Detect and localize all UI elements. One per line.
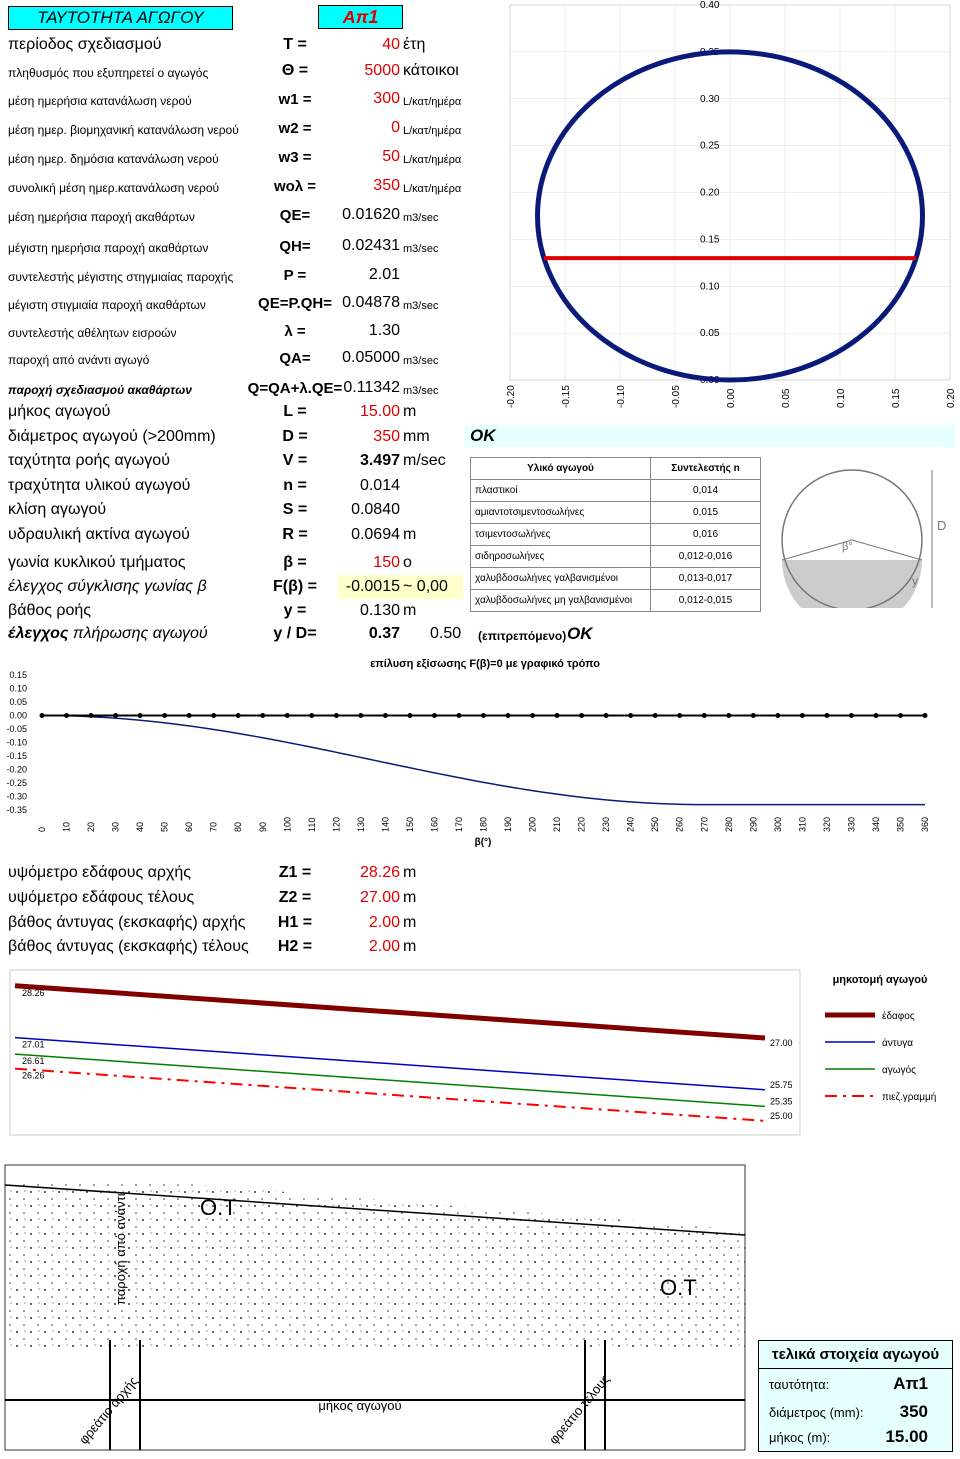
table-header: Υλικό αγωγού	[471, 458, 651, 480]
x-tick: 80	[233, 821, 244, 832]
row-label: συντελεστής μέγιστης στηγμιαίας παροχής	[8, 270, 234, 284]
x-tick: -0.15	[561, 385, 572, 408]
elevation-row	[0, 910, 470, 934]
x-tick: 330	[846, 816, 857, 832]
final-summary	[758, 1340, 953, 1452]
row-label: μέση ημερ. βιομηχανική κατανάλωση νερού	[8, 123, 239, 137]
d-label: D	[937, 518, 947, 533]
zero-dot	[260, 713, 265, 718]
y-tick: 0.10	[9, 683, 27, 694]
input-row	[0, 375, 470, 399]
zero-dot	[40, 713, 45, 718]
x-tick: 160	[429, 816, 440, 832]
y-tick: -0.20	[6, 764, 27, 775]
row-symbol: L =	[283, 403, 307, 420]
y-tick: 0.05	[700, 328, 720, 340]
y-tick: 0.25	[700, 140, 720, 152]
row-symbol: Z1 =	[278, 864, 312, 881]
fb-ticks	[6, 670, 930, 832]
y-tick: -0.35	[6, 805, 27, 815]
length-label: μήκος αγωγού	[318, 1398, 402, 1413]
right-label: 25.00	[770, 1110, 793, 1121]
table-cell: τσιμεντοσωλήνες	[471, 524, 651, 546]
y-tick: 0.20	[700, 187, 720, 199]
zero-dot	[800, 713, 805, 718]
row-unit: m/sec	[403, 452, 446, 469]
row-label: μέγιστη στιγμιαία παροχή ακαθάρτων	[8, 298, 206, 312]
row-symbol: β =	[283, 554, 307, 571]
zero-dot	[824, 713, 829, 718]
row-value: 350	[373, 428, 400, 445]
table-cell: 0,014	[651, 480, 761, 502]
chart-title: επίλυση εξίσωσης F(β)=0 με γραφικό τρόπο	[370, 658, 600, 670]
y-tick: -0.15	[6, 751, 27, 761]
zero-dot	[383, 713, 388, 718]
x-tick: -0.10	[616, 385, 627, 408]
row-symbol: n =	[283, 477, 307, 494]
row-label: μέση ημερήσια παροχή ακαθάρτων	[8, 210, 195, 224]
x-tick: 350	[895, 816, 906, 832]
right-label: 25.35	[770, 1096, 793, 1107]
x-tick: 360	[920, 816, 930, 832]
row-value: -0.0015	[345, 578, 400, 595]
row-symbol: Q=QA+λ.QE=	[247, 380, 343, 397]
zero-dot	[432, 713, 437, 718]
row-value: 0.11342	[343, 379, 400, 396]
hydraulic-row	[0, 522, 470, 546]
zero-dot	[187, 713, 192, 718]
x-tick: 300	[772, 816, 783, 832]
input-row	[0, 202, 470, 226]
y-tick: 0.15	[9, 670, 27, 680]
row-symbol: Τ =	[283, 36, 307, 53]
row-symbol: S =	[282, 501, 308, 518]
fbeta-chart	[0, 655, 960, 855]
row-unit: mm	[403, 428, 430, 445]
ok-status-2: OK	[567, 624, 593, 643]
row-symbol: R =	[282, 526, 308, 543]
hydraulic-row	[0, 424, 470, 448]
row-value: 5000	[364, 62, 400, 79]
y-tick: -0.30	[6, 791, 27, 802]
x-axis-label: β(°)	[474, 837, 492, 848]
final-len-value: 15.00	[885, 1427, 928, 1446]
x-tick: 0	[37, 826, 47, 832]
x-tick: 270	[699, 816, 710, 832]
zero-dot	[64, 713, 69, 718]
row-value: 3.497	[359, 452, 400, 469]
hydraulic-row	[0, 621, 567, 645]
x-tick: 0.15	[891, 388, 902, 408]
row-label: βάθος άντυγας (εκσκαφής) αρχής	[8, 914, 246, 931]
hydraulic-row	[0, 399, 470, 423]
input-row	[0, 290, 470, 314]
profile-chart	[0, 965, 960, 1140]
row-value: 2.00	[368, 938, 400, 955]
zero-dot	[898, 713, 903, 718]
row-symbol: λ =	[284, 323, 306, 340]
row-symbol: y / D=	[273, 625, 317, 642]
x-tick: 320	[821, 816, 832, 832]
final-dia-label: διάμετρος (mm):	[769, 1405, 864, 1420]
x-tick: 230	[601, 816, 612, 832]
left-label: 28.26	[22, 987, 45, 998]
left-label: 27.01	[22, 1039, 45, 1050]
ok-bar	[465, 425, 955, 447]
row-value: 0.05000	[342, 349, 400, 366]
row-label-b: πλήρωσης αγωγού	[72, 625, 208, 642]
row-label: κλίση αγωγού	[8, 501, 107, 518]
y-tick: 0.10	[700, 281, 720, 293]
row-value: 0.0840	[351, 501, 400, 518]
right-label: 25.75	[770, 1079, 793, 1090]
final-len-label: μήκος (m):	[769, 1430, 831, 1445]
row-label: υδραυλική ακτίνα αγωγού	[8, 526, 190, 543]
row-label: μέση ημερήσια κατανάλωση νερού	[8, 94, 192, 108]
row-unit: 0.50	[430, 625, 462, 642]
row-unit: m	[403, 403, 417, 420]
x-tick: 200	[527, 816, 538, 832]
zero-dot	[236, 713, 241, 718]
row-label: ταχύτητα ροής αγωγού	[8, 452, 170, 469]
right-label: 27.00	[770, 1038, 793, 1048]
x-tick: 260	[674, 816, 685, 832]
x-tick: 210	[552, 816, 563, 832]
table-cell: 0,015	[651, 502, 761, 524]
zero-dot	[456, 713, 461, 718]
row-symbol: y =	[283, 602, 307, 619]
x-tick: 280	[723, 816, 734, 832]
zero-dot	[726, 713, 731, 718]
ot-label: Ο.Τ	[200, 1195, 237, 1220]
zero-dot	[530, 713, 535, 718]
row-label: βάθος άντυγας (εκσκαφής) τέλους	[8, 938, 249, 955]
input-row	[0, 86, 470, 110]
row-unit: m3/sec	[403, 243, 439, 255]
legend	[825, 1010, 936, 1103]
profile-title: μηκοτομή αγωγού	[832, 974, 928, 986]
row-label	[8, 625, 208, 643]
x-tick: 40	[135, 821, 146, 832]
table-cell: χαλυβδοσωλήνες γαλβανισμένοι	[471, 568, 651, 590]
y-label: y	[912, 574, 918, 588]
row-unit: L/κατ/ημέρα	[403, 96, 462, 108]
zero-dot	[138, 713, 143, 718]
row-symbol: QA=	[279, 350, 311, 367]
row-unit: m	[403, 864, 417, 881]
x-tick: 310	[797, 816, 808, 832]
row-label: γωνία κυκλικού τμήματος	[8, 554, 186, 571]
table-header: Συντελεστής n	[651, 458, 761, 480]
row-label: μέση ημερ. δημόσια κατανάλωση νερού	[8, 152, 219, 166]
row-unit: m	[403, 526, 417, 543]
zero-dot	[604, 713, 609, 718]
legend-label: άντυγα	[882, 1038, 913, 1049]
row-unit: m	[403, 938, 417, 955]
zero-dot	[702, 713, 707, 718]
zero-dot	[334, 713, 339, 718]
zero-dot	[775, 713, 780, 718]
ot-label: Ο.Τ	[660, 1275, 697, 1300]
row-value: 2.00	[368, 914, 400, 931]
row-value: 2.01	[368, 266, 400, 283]
x-tick: 290	[748, 816, 759, 832]
x-tick: 110	[306, 817, 317, 832]
row-unit: m	[403, 914, 417, 931]
row-symbol: Θ =	[281, 62, 309, 79]
beta-label: β°	[842, 541, 853, 553]
x-tick: 120	[331, 816, 342, 832]
zero-dot	[506, 713, 511, 718]
table-cell: 0,016	[651, 524, 761, 546]
row-note: (επιτρεπόμενο)	[478, 629, 567, 643]
row-value: 28.26	[359, 864, 400, 881]
zero-dot	[162, 713, 167, 718]
row-symbol: wολ =	[273, 178, 317, 195]
zero-dot	[849, 713, 854, 718]
hydraulic-row	[0, 574, 470, 598]
x-tick: 60	[184, 821, 195, 832]
zero-dot	[653, 713, 658, 718]
row-value: 350	[373, 177, 400, 194]
x-tick: 0.05	[781, 388, 792, 408]
row-unit: m3/sec	[403, 355, 439, 367]
row-unit: m3/sec	[403, 212, 439, 224]
left-label: 26.26	[22, 1070, 45, 1081]
y-tick: 0.35	[700, 46, 720, 58]
row-symbol: w2 =	[278, 120, 312, 137]
row-symbol: QE=	[279, 207, 311, 224]
x-tick: 220	[576, 816, 587, 832]
row-symbol: QH=	[279, 238, 311, 255]
row-value: 40	[382, 36, 400, 53]
table-cell: 0,012-0,015	[651, 590, 761, 612]
row-unit: m	[403, 602, 417, 619]
x-tick: 170	[453, 816, 464, 832]
row-value: 27.00	[359, 889, 400, 906]
x-tick: 100	[282, 816, 293, 832]
row-symbol: P =	[283, 267, 307, 284]
input-row	[0, 144, 470, 168]
x-tick: 50	[159, 821, 170, 832]
row-symbol: V =	[282, 452, 308, 469]
row-unit: L/κατ/ημέρα	[403, 125, 462, 137]
x-tick: 10	[61, 821, 72, 832]
zero-dot	[677, 713, 682, 718]
row-label: μέγιστη ημερήσια παροχή ακαθάρτων	[8, 241, 209, 255]
row-value: 150	[373, 554, 400, 571]
row-symbol: w1 =	[278, 91, 312, 108]
x-tick: 130	[355, 816, 366, 832]
elevation-row	[0, 934, 470, 958]
row-unit: έτη	[403, 36, 426, 53]
row-label: συντελεστής αθέλητων εισροών	[8, 326, 177, 340]
zero-dot	[751, 713, 756, 718]
input-row	[0, 115, 470, 139]
elevation-row	[0, 885, 470, 909]
row-symbol: D =	[282, 428, 308, 445]
final-dia-value: 350	[899, 1402, 928, 1421]
x-tick: 0.20	[946, 388, 957, 408]
row-label: μήκος αγωγού	[8, 403, 111, 420]
final-id-label: ταυτότητα:	[769, 1377, 830, 1392]
hydraulic-row	[0, 448, 470, 472]
row-symbol: QE=P.QH=	[258, 295, 332, 312]
y-tick: -0.25	[6, 778, 27, 788]
row-value: 0.01620	[342, 206, 400, 223]
row-value: 0.014	[359, 477, 400, 494]
row-unit: m	[403, 889, 417, 906]
elevation-row	[0, 860, 470, 884]
zero-dot	[309, 713, 314, 718]
row-symbol: H1 =	[277, 914, 313, 931]
zero-dot	[628, 713, 633, 718]
input-row	[0, 345, 470, 369]
row-value: 0.0694	[351, 526, 400, 543]
row-symbol: Z2 =	[278, 889, 312, 906]
row-label: συνολική μέση ημερ.κατανάλωση νερού	[8, 181, 220, 195]
input-row	[0, 262, 470, 286]
x-tick: 340	[870, 816, 881, 832]
hydraulic-row	[0, 497, 470, 521]
row-unit: o	[403, 554, 412, 571]
x-tick: 70	[208, 821, 219, 832]
row-unit: κάτοικοι	[403, 62, 459, 79]
zero-dot	[923, 713, 928, 718]
zero-dot	[211, 713, 216, 718]
upstream-label: παροχή από ανάντι	[113, 1193, 128, 1305]
zero-dot	[873, 713, 878, 718]
y-tick: -0.05	[6, 724, 27, 734]
start-well-label: φρεάτιο αρχής	[75, 1373, 141, 1447]
row-unit: L/κατ/ημέρα	[403, 154, 462, 166]
flow-area	[782, 560, 922, 608]
input-row	[0, 233, 470, 257]
zero-dot	[555, 713, 560, 718]
y-tick: 0.05	[9, 697, 27, 707]
row-value: 300	[373, 90, 400, 107]
input-row	[0, 58, 470, 82]
fbeta-curve	[42, 716, 925, 805]
row-value: 15.00	[359, 403, 400, 420]
row-label: τραχύτητα υλικού αγωγού	[8, 477, 191, 494]
zero-dot	[358, 713, 363, 718]
x-tick: -0.05	[671, 385, 682, 408]
table-cell: 0,013-0,017	[651, 568, 761, 590]
zero-dot	[481, 713, 486, 718]
x-tick: -0.20	[506, 385, 517, 408]
input-row	[0, 32, 470, 56]
row-value: 0.130	[359, 602, 400, 619]
y-tick: 0.15	[700, 234, 720, 246]
row-label: παροχή σχεδιασμού ακαθάρτων	[8, 383, 192, 397]
x-tick: 0.10	[836, 388, 847, 408]
zero-dot	[407, 713, 412, 718]
row-label: έλεγχος σύγκλισης γωνίας β	[8, 578, 207, 595]
legend-label: αγωγός	[882, 1065, 916, 1076]
x-tick: 20	[86, 821, 97, 832]
x-tick: 190	[503, 816, 514, 832]
x-tick: 0.00	[726, 388, 737, 408]
table-cell: αμιαντοτσιμεντοσωλήνες	[471, 502, 651, 524]
x-tick: 30	[110, 821, 121, 832]
row-unit: L/κατ/ημέρα	[403, 183, 462, 195]
row-label: βάθος ροής	[8, 602, 92, 619]
x-tick: 180	[478, 816, 489, 832]
x-tick: 250	[650, 816, 661, 832]
row-label: υψόμετρο εδάφους αρχής	[8, 864, 191, 881]
row-value: 0.02431	[342, 237, 400, 254]
hydraulic-row	[0, 550, 470, 574]
longitudinal-drawing	[0, 1160, 750, 1455]
y-tick: -0.10	[6, 737, 27, 748]
zero-dot	[89, 713, 94, 718]
x-tick: 90	[257, 821, 268, 832]
zero-dot	[113, 713, 118, 718]
pipe-id-badge: Απ1	[318, 5, 403, 29]
y-tick: 0.30	[700, 93, 720, 105]
x-tick: 240	[625, 816, 636, 832]
row-label: διάμετρος αγωγού (>200mm)	[8, 428, 216, 445]
row-unit: m3/sec	[403, 300, 439, 312]
row-unit: ~ 0,00	[403, 578, 448, 595]
x-tick: 140	[380, 816, 391, 832]
row-value: 0	[391, 119, 400, 136]
row-symbol: w3 =	[278, 149, 312, 166]
sheet-title: ΤΑΥΤΟΤΗΤΑ ΑΓΩΓΟΥ	[8, 6, 233, 30]
row-label: υψόμετρο εδάφους τέλους	[8, 889, 195, 906]
zero-dot	[579, 713, 584, 718]
row-label: πληθυσμός που εξυπηρετεί ο αγωγός	[8, 66, 209, 80]
row-label: παροχή από ανάντι αγωγό	[8, 353, 150, 367]
table-cell: πλαστικοί	[471, 480, 651, 502]
row-value: 0.37	[368, 625, 400, 642]
row-value: 1.30	[368, 322, 400, 339]
material-table	[470, 457, 761, 612]
row-value: 50	[382, 148, 400, 165]
hydraulic-row	[0, 473, 470, 497]
table-cell: χαλυβδοσωλήνες μη γαλβανισμένοι	[471, 590, 651, 612]
input-row	[0, 173, 470, 197]
end-well-label: φρεάτιο τέλους	[545, 1371, 613, 1447]
pipe-section-figure	[762, 460, 957, 608]
y-tick: 0.40	[700, 0, 720, 11]
row-symbol: H2 =	[277, 938, 313, 955]
row-label: περίοδος σχεδιασμού	[8, 36, 162, 53]
ok-status-1: OK	[470, 426, 496, 445]
row-unit: m3/sec	[403, 385, 439, 397]
input-row	[0, 318, 470, 342]
final-id-value: Απ1	[893, 1374, 928, 1393]
left-label: 26.61	[22, 1056, 45, 1067]
y-tick: 0.00	[9, 710, 27, 721]
x-tick: 150	[404, 816, 415, 832]
legend-label: πιεζ.γραμμή	[882, 1092, 937, 1103]
zero-dot	[285, 713, 290, 718]
y-tick: 0.00	[700, 375, 720, 386]
hydraulic-row	[0, 598, 470, 622]
row-symbol: F(β) =	[273, 578, 317, 595]
table-cell: 0,012-0,016	[651, 546, 761, 568]
row-value: 0.04878	[342, 294, 400, 311]
row-label-a: έλεγχος	[8, 625, 69, 642]
final-title: τελικά στοιχεία αγωγού	[759, 1341, 952, 1369]
angle-line	[852, 540, 922, 560]
legend-label: έδαφος	[882, 1011, 915, 1022]
table-cell: σιδηροσωλήνες	[471, 546, 651, 568]
cross-section-chart	[465, 0, 960, 420]
